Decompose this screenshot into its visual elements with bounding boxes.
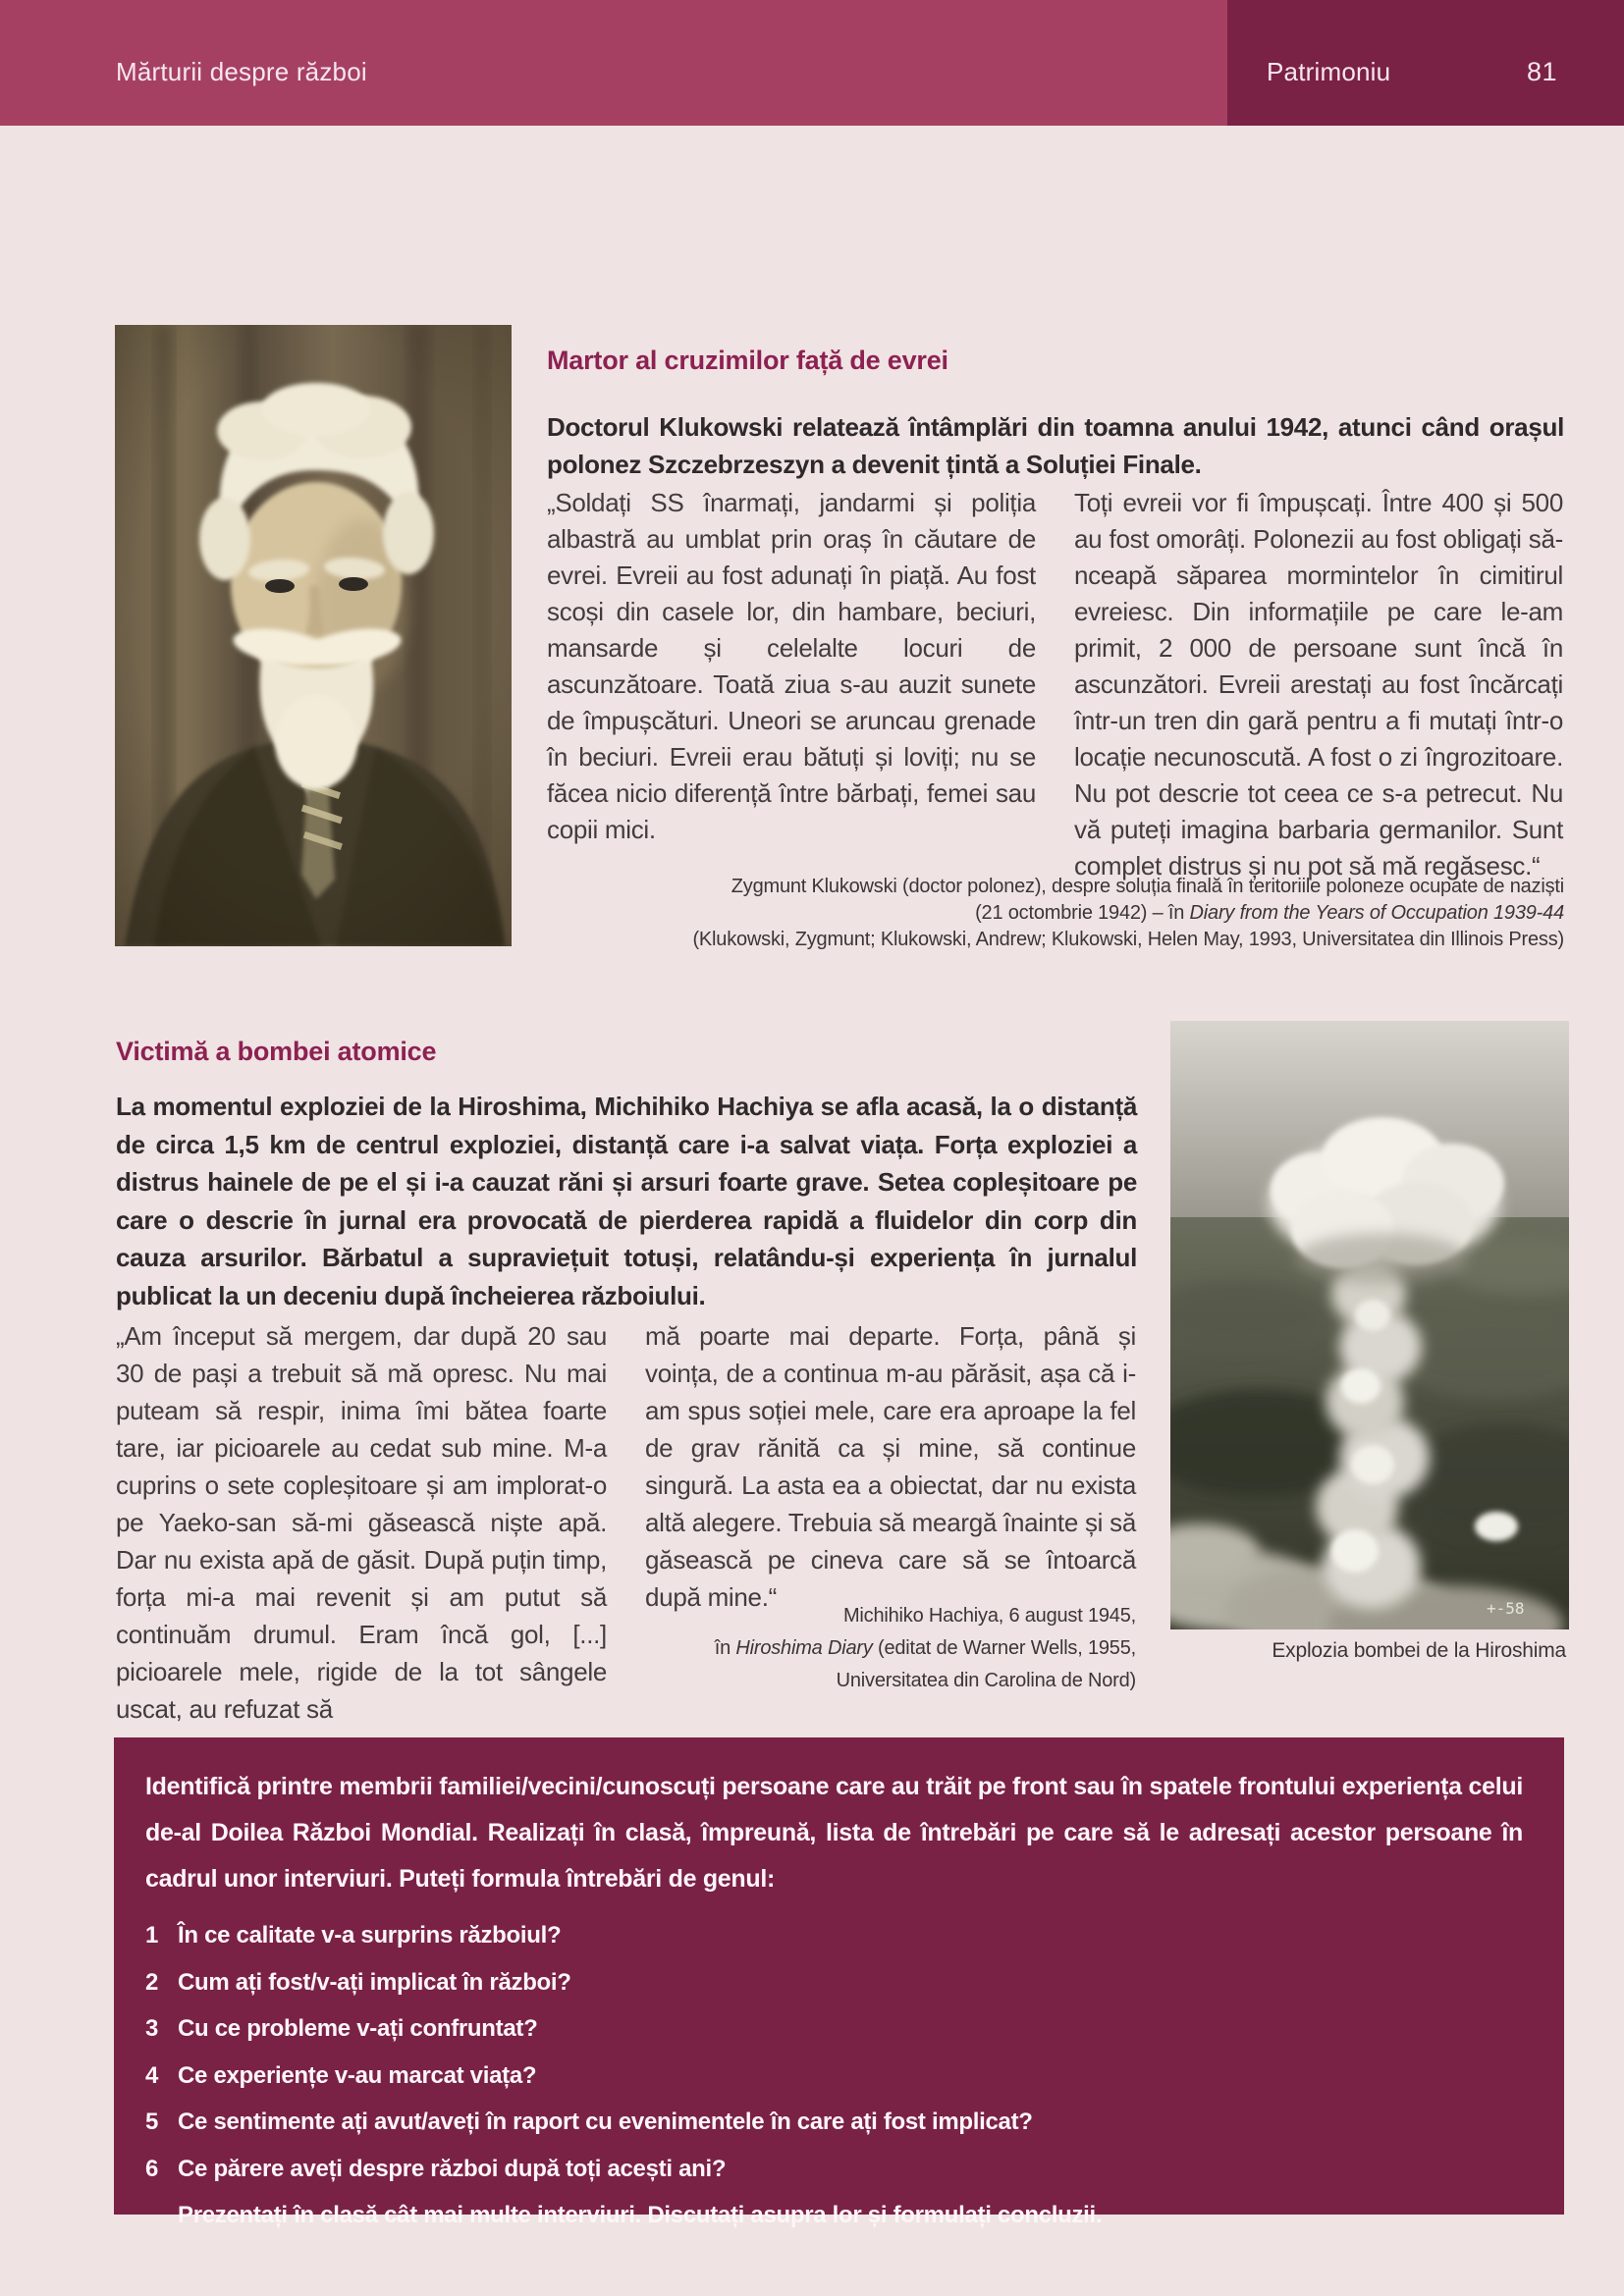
attribution-line2-post: (editat de Warner Wells, 1955, [872, 1637, 1136, 1659]
task-question-number: 4 [145, 2061, 159, 2089]
section-heading-hiroshima: Victimă a bombei atomice [116, 1037, 437, 1066]
hiroshima-photo-caption: Explozia bombei de la Hiroshima [1272, 1639, 1566, 1662]
task-question [145, 1966, 1523, 1999]
hiroshima-quote-attribution [645, 1600, 1136, 1697]
task-question-number: 6 [145, 2155, 159, 2182]
task-question-number: 1 [145, 1922, 159, 1949]
attribution-line3: (Klukowski, Zygmunt; Klukowski, Andrew; Klukowski, Helen May, 1993, Universitatea din Illinois Press) [692, 929, 1564, 950]
task-question-text: Ce sentimente ați avut/aveți în raport cu evenimentele în care ați fost implicat? [178, 2109, 1033, 2135]
photo-id-mark: +-58 [1487, 1599, 1525, 1618]
hiroshima-quote-column-2: mă poarte mai departe. Forța, până și voința, de a continua m-au părăsit, așa că i-am spus soției mele, care era aproape la fel de grav rănită ca și mine, să continue singură. La asta ea a obiectat, dar nu exista altă alegere. Trebuia să meargă înainte și să găsească pe cineva care să se întoarcă după mine.“ [645, 1321, 1136, 1612]
task-question [145, 2012, 1523, 2045]
mushroom-cloud-illustration [1170, 1021, 1569, 1629]
task-question-list [145, 1919, 1523, 2185]
hiroshima-photo [1170, 1021, 1569, 1629]
task-intro: Identifică printre membrii familiei/vecini/cunoscuți persoane care au trăit pe front sau în spatele frontului experiența celui de-al Doilea Război Mondial. Realizați în clasă, împreună, lista de întrebări pe care să le adresați acestor persoane în cadrul unor interviuri. Puteți formula întrebări de genul: [145, 1773, 1523, 1893]
section-heading-jews: Martor al cruzimilor față de evrei [547, 346, 948, 375]
task-question-text: Cum ați fost/v-ați implicat în război? [178, 1968, 571, 1996]
hiroshima-quote-column-1: „Am început să mergem, dar după 20 sau 30 de pași a trebuit să mă opresc. Nu mai puteam să respir, inima îmi bătea foarte tare, iar picioarele au cedat sub mine. M-a cuprins o sete copleșitoare și am implorat-o pe Yaeko-san să-mi găsească niște apă. Dar nu exista apă de găsit. După puțin timp, forța mi-a mai revenit și am putut să continuăm drumul. Eram încă gol, [...] picioarele mele, rigide de la tot sângele uscat, au refuzat să [116, 1321, 607, 1724]
hiroshima-intro-paragraph: La momentul exploziei de la Hiroshima, Michihiko Hachiya se afla acasă, la o distanță de circa 1,5 km de centrul exploziei, distanță care i-a salvat viața. Forța exploziei a distrus hainele de pe el și i-a cauzat răni și arsuri foarte grave. Setea copleșitoare pe care o descrie în jurnal era provocată de pierderea rapidă a fluidelor din corp din cauza arsurilor. Bărbatul a supraviețuit totuși, relatându-și experiența în jurnalul publicat la un deceniu după încheierea războiului. [116, 1092, 1137, 1310]
task-question-number: 3 [145, 2015, 159, 2042]
page-number: 81 [1526, 57, 1557, 86]
task-question-text: Ce părere aveți despre război după toți acești ani? [178, 2155, 727, 2182]
task-question-number: 2 [145, 1968, 159, 1996]
task-question [145, 2059, 1523, 2092]
header-chapter-title: Patrimoniu [1267, 57, 1391, 86]
task-outro: Prezentați în clasă cât mai multe interviuri. Discutați asupra lor și formulați concluzii. [178, 2202, 1103, 2228]
header-section-title: Mărturii despre război [116, 57, 367, 86]
attribution-book-title: Diary from the Years of Occupation 1939-44 [1189, 902, 1564, 924]
attribution-line2-pre: (21 octombrie 1942) – în [975, 902, 1190, 924]
attribution-line2-pre: în [714, 1637, 736, 1659]
attribution-line1: Zygmunt Klukowski (doctor polonez), despre soluția finală în teritoriile poloneze ocupate de naziști [731, 876, 1564, 897]
task-question [145, 2106, 1523, 2138]
jews-quote-column-1: „Soldați SS înarmați, jandarmi și poliția albastră au umblat prin oraș în căutare de evrei. Evreii au fost adunați în piață. Au fost scoși din casele lor, din hambare, beciuri, mansarde și celelalte locuri de ascunzătoare. Toată ziua s-au auzit sunete de împușcături. Uneori se aruncau grenade în beciuri. Evreii erau bătuți și loviți; nu se făcea nicio diferență între bărbați, femei sau copii mici. [547, 488, 1036, 844]
jews-quote-column-2: Toți evreii vor fi împușcați. Între 400 și 500 au fost omorâți. Polonezii au fost obligați să-nceapă săparea mormintelor în cimitirul evreiesc. Din informațiile pe care le-am primit, 2 000 de persoane sunt încă în ascunzători. Evreii arestați au fost încărcați într-un tren din gară pentru a fi mutați într-o locație necunoscută. A fost o zi îngrozitoare. Nu pot descrie tot ceea ce s-a petrecut. Nu vă puteți imagina barbaria germanilor. Sunt complet distrus și nu pot să mă regăsesc.“ [1074, 488, 1563, 881]
attribution-line3: Universitatea din Carolina de Nord) [836, 1670, 1136, 1691]
klukowski-photo [115, 325, 512, 946]
jews-intro-paragraph: Doctorul Klukowski relatează întâmplări din toamna anului 1942, atunci când orașul polonez Szczebrzeszyn a devenit țintă a Soluției Finale. [547, 412, 1564, 479]
task-question [145, 2153, 1523, 2185]
jews-quote-attribution [547, 874, 1564, 953]
task-question-number: 5 [145, 2109, 159, 2135]
attribution-line1: Michihiko Hachiya, 6 august 1945, [842, 1605, 1136, 1627]
task-question [145, 1919, 1523, 1951]
attribution-book-title: Hiroshima Diary [735, 1637, 873, 1659]
page-header [0, 0, 1624, 126]
task-question-text: În ce calitate v-a surprins războiul? [178, 1922, 562, 1949]
task-box [114, 1737, 1564, 2228]
task-question-text: Cu ce probleme v-ați confruntat? [178, 2015, 538, 2042]
klukowski-portrait-illustration [115, 325, 512, 946]
task-question-text: Ce experiențe v-au marcat viața? [178, 2061, 537, 2089]
